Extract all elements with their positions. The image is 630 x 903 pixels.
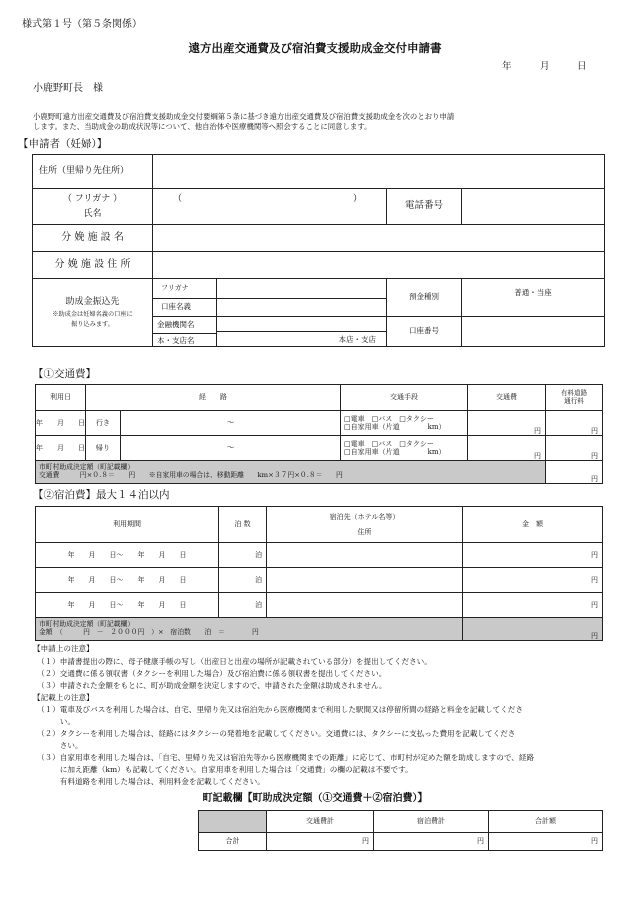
transport-heading: 【①交通費】 — [33, 368, 96, 380]
transport-means[interactable] — [341, 436, 468, 461]
address-label: 住所（里帰り先住所） — [33, 155, 153, 189]
summary-header-lodging: 宿泊費計 — [374, 811, 489, 833]
date-month: 月 — [540, 61, 550, 72]
entry-note: （２）タクシーを利用した場合は、経路にはタクシーの発着地を記載してください。交通費には、タクシーに支払った費用を記載してくださ — [37, 729, 516, 738]
summary-header-total: 合計額 — [489, 811, 603, 833]
applicant-table — [32, 154, 605, 347]
entry-note: 有料道路を利用した場合は、利用料金を記載してください。 — [37, 777, 265, 786]
transport-route[interactable]: 〜 — [121, 436, 341, 461]
transport-decision-row — [36, 461, 603, 484]
lodging-place[interactable] — [267, 593, 463, 618]
lodging-heading: 【②宿泊費】最大１４泊以内 — [33, 489, 170, 501]
facility-input[interactable] — [153, 225, 605, 252]
institution-label: 金融機関名 — [153, 318, 216, 334]
facility-address-label: 分 娩 施 設 住 所 — [33, 252, 153, 279]
means-options-2: □自家用車（片道 km） — [344, 448, 446, 456]
address-input[interactable] — [153, 155, 605, 189]
page-title: 遠方出産交通費及び宿泊費支援助成金交付申請書 — [188, 41, 442, 55]
paren-open: （ — [173, 194, 183, 204]
date-year: 年 — [502, 61, 512, 72]
lodging-header-nights: 泊 数 — [219, 507, 267, 543]
lodging-amount[interactable]: 円 — [463, 543, 603, 568]
place-label-1: 宿泊先（ホテル名等） — [329, 513, 400, 522]
summary-row-label: 合計 — [199, 833, 267, 851]
lodging-header-amount: 金 額 — [463, 507, 603, 543]
lodging-period[interactable]: 年 月 日〜 年 月 日 — [36, 593, 219, 618]
holder-input[interactable] — [217, 299, 387, 317]
bank-furigana-input[interactable] — [217, 279, 387, 299]
toll-label-2: 通行料 — [564, 396, 584, 405]
transport-date[interactable]: 年 月 日 — [36, 436, 86, 461]
entry-note: （１）電車及びバスを利用した場合は、自宅、里帰り先又は宿泊先から医療機関まで利用した駅間又は停留所間の経路と料金を記載してくださ — [37, 705, 523, 714]
holder-label: 口座名義 — [153, 299, 217, 317]
means-options-1: □電車 □バス □タクシー — [344, 414, 434, 423]
transport-means[interactable] — [341, 411, 468, 436]
transport-table — [35, 384, 603, 484]
phone-label: 電話番号 — [387, 189, 462, 225]
means-options-2: □自家用車（片道 km） — [344, 423, 446, 431]
summary-transport-value: 円 — [267, 833, 374, 851]
transport-header-toll — [546, 385, 603, 411]
transport-header-means: 交通手段 — [341, 385, 468, 411]
transport-header-route: 経 路 — [86, 385, 341, 411]
entry-note: い。 — [37, 717, 75, 726]
summary-corner — [199, 811, 267, 833]
branch-label: 本・支店名 — [157, 335, 195, 345]
toll-label-1: 有料道路 — [560, 388, 588, 397]
transport-header-date: 利用日 — [36, 385, 86, 411]
bank-names-label — [153, 317, 217, 347]
lodging-amount[interactable]: 円 — [463, 593, 603, 618]
lodging-decision-formula: 金額 （ 円 － ２０００円 ）× 宿泊数 泊 ＝ 円 — [39, 628, 259, 636]
intro-line-1: 小鹿野町遠方出産交通費及び宿泊費支援助成金交付要綱第５条に基づき遠方出産交通費及び宿泊費支援助成金を次のとおり申請 — [33, 112, 455, 121]
entry-note: （３）自家用車を利用した場合は、「自宅、里帰り先又は宿泊先等から医療機関までの距離」に応じて、市町村が定めた額を助成しますので、経路 — [37, 753, 535, 762]
furigana-label: （ フリガナ ） — [62, 193, 123, 204]
table-row — [36, 543, 603, 568]
lodging-nights[interactable]: 泊 — [219, 568, 267, 593]
transport-route[interactable]: 〜 — [121, 411, 341, 436]
lodging-header-place — [267, 507, 463, 543]
application-note: （３）申請された金額をもとに、町が助成金額を決定しますので、申請された金額は助成されません。 — [37, 681, 387, 690]
lodging-decision-label: 市町村助成決定額（町記載欄） — [39, 620, 135, 629]
bank-note-2: 振り込みます。 — [71, 321, 114, 329]
application-notes-heading: 【申請上の注意】 — [33, 644, 94, 653]
transport-cost[interactable]: 円 — [468, 411, 546, 436]
bank-label-cell — [33, 279, 153, 347]
summary-total-value: 円 — [489, 833, 603, 851]
lodging-period[interactable]: 年 月 日〜 年 月 日 — [36, 568, 219, 593]
facility-address-input[interactable] — [153, 252, 605, 279]
lodging-period[interactable]: 年 月 日〜 年 月 日 — [36, 543, 219, 568]
form-number: 様式第１号（第５条関係） — [22, 19, 142, 30]
account-number-label: 口座番号 — [387, 317, 462, 347]
entry-notes-heading: 【記載上の注意】 — [33, 693, 94, 702]
transport-decision-label: 市町村助成決定額（町記載欄） — [39, 463, 135, 472]
facility-label: 分 娩 施 設 名 — [33, 225, 153, 252]
lodging-decision-row — [36, 618, 603, 641]
bank-title: 助成金振込先 — [65, 296, 120, 307]
table-row — [36, 568, 603, 593]
transport-direction: 行き — [86, 411, 121, 436]
lodging-nights[interactable]: 泊 — [219, 593, 267, 618]
table-row — [36, 436, 603, 461]
branch-value: 本店・支店 — [338, 335, 376, 345]
transport-decision-formula: 交通費 円×０.８＝ 円 ※自家用車の場合は、移動距離 km×３７円×０.８＝ 円 — [39, 471, 343, 479]
lodging-table — [35, 506, 603, 641]
deposit-type-value[interactable]: 普通・当座 — [462, 279, 605, 317]
bank-names-input[interactable] — [217, 317, 387, 347]
lodging-decision-yen: 円 — [463, 618, 603, 641]
lodging-amount[interactable]: 円 — [463, 568, 603, 593]
deposit-type-label: 預金種別 — [387, 279, 462, 317]
bank-furigana-label: フリガナ — [153, 279, 217, 299]
date-day: 日 — [577, 61, 587, 72]
entry-note: さい。 — [37, 741, 83, 750]
transport-direction: 帰り — [86, 436, 121, 461]
entry-note: に加え距離（km）も記載してください。自家用車を利用した場合は「交通費」の欄の記載は不要です。 — [37, 765, 413, 774]
addressee: 小鹿野町長 様 — [33, 83, 103, 94]
summary-heading: 町記載欄【町助成決定額（①交通費＋②宿泊費）】 — [202, 793, 428, 804]
application-note: （１）申請書提出の際に、母子健康手帳の写し（出産日と出産の場所が記載されている部分）を提出してください。 — [37, 657, 432, 666]
lodging-decision — [36, 618, 463, 641]
transport-toll[interactable]: 円 — [546, 411, 603, 436]
lodging-place[interactable] — [267, 568, 463, 593]
transport-date[interactable]: 年 月 日 — [36, 411, 86, 436]
phone-input[interactable] — [462, 189, 605, 225]
summary-lodging-value: 円 — [374, 833, 489, 851]
table-row — [36, 593, 603, 618]
lodging-nights[interactable]: 泊 — [219, 543, 267, 568]
place-label-2: 住所 — [357, 527, 372, 536]
intro-line-2: します。また、当助成金の助成状況等について、他自治体や医療機関等へ照会することに同意します。 — [33, 122, 372, 131]
name-input[interactable] — [153, 189, 387, 225]
transport-toll[interactable]: 円 — [546, 436, 603, 461]
paren-close: ） — [353, 194, 363, 204]
name-label: 氏名 — [83, 209, 102, 219]
account-number-input[interactable] — [462, 317, 605, 347]
table-row — [36, 411, 603, 436]
transport-cost[interactable]: 円 — [468, 436, 546, 461]
lodging-place[interactable] — [267, 543, 463, 568]
application-note: （２）交通費に係る領収書（タクシーを利用した場合）及び宿泊費に係る領収書を提出してください。 — [37, 669, 387, 678]
name-label-cell — [33, 189, 153, 225]
summary-table — [198, 810, 603, 851]
summary-header-transport: 交通費計 — [267, 811, 374, 833]
bank-note-1: ※助成金は妊婦名義の口座に — [52, 311, 133, 319]
transport-decision-yen: 円 — [546, 461, 603, 484]
lodging-header-period: 利用期間 — [36, 507, 219, 543]
applicant-heading: 【申請者（妊婦）】 — [18, 138, 108, 150]
means-options-1: □電車 □バス □タクシー — [344, 439, 434, 448]
transport-header-cost: 交通費 — [468, 385, 546, 411]
transport-decision — [36, 461, 546, 484]
